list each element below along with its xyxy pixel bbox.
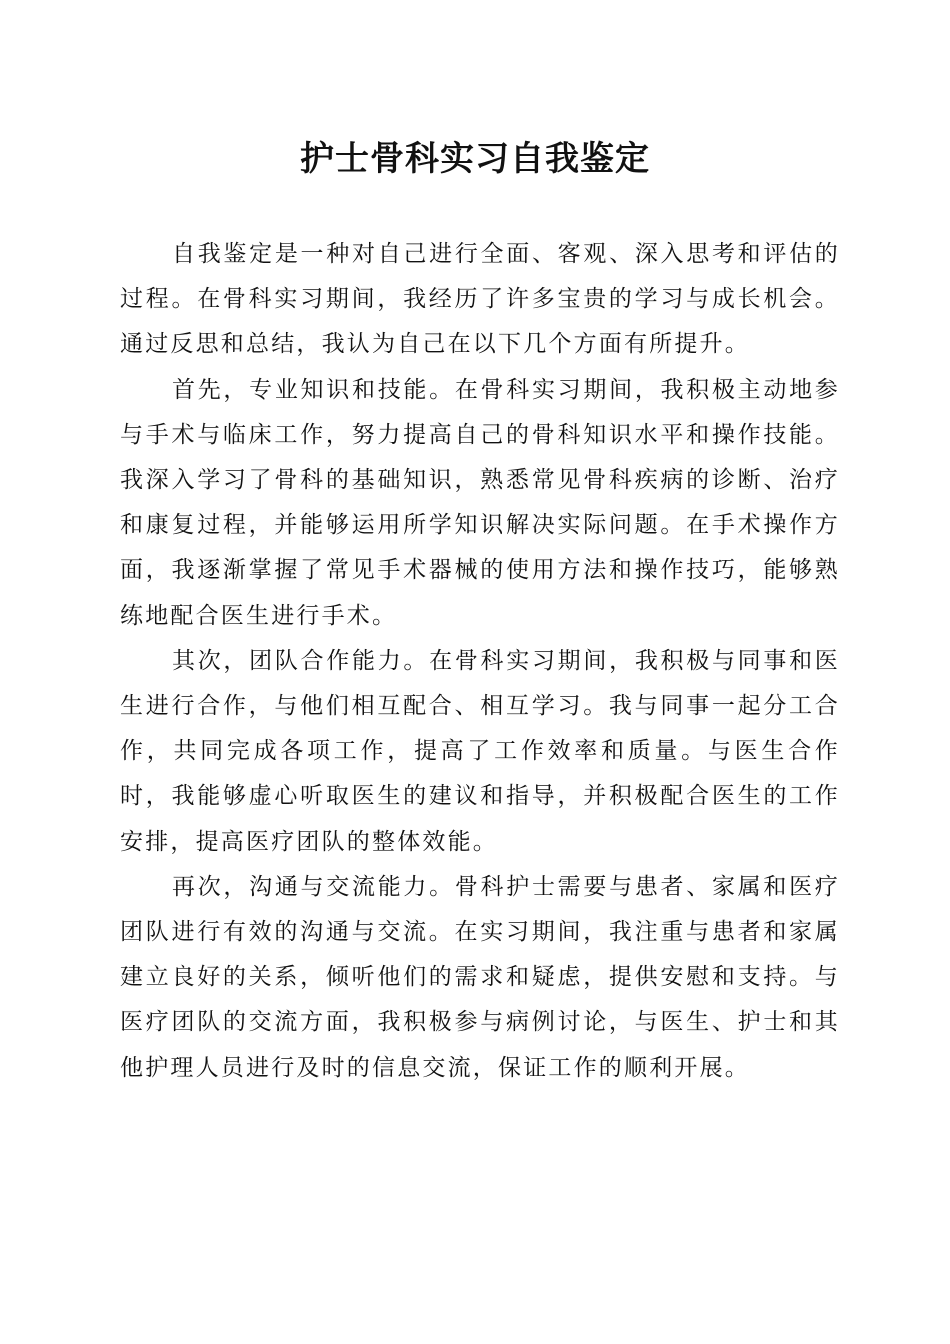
paragraph-intro: 自我鉴定是一种对自己进行全面、客观、深入思考和评估的过程。在骨科实习期间，我经历了许多宝贵的学习与成长机会。通过反思和总结，我认为自己在以下几个方面有所提升。 [120, 241, 840, 358]
paragraph-teamwork: 其次，团队合作能力。在骨科实习期间，我积极与同事和医生进行合作，与他们相互配合、相互学习。我与同事一起分工合作，共同完成各项工作，提高了工作效率和质量。与医生合作时，我能够虚心听取医生的建议和指导，并积极配合医生的工作安排，提高医疗团队的整体效能。 [120, 647, 840, 855]
paragraph-professional-skills: 首先，专业知识和技能。在骨科实习期间，我积极主动地参与手术与临床工作，努力提高自己的骨科知识水平和操作技能。我深入学习了骨科的基础知识，熟悉常见骨科疾病的诊断、治疗和康复过程，并能够运用所学知识解决实际问题。在手术操作方面，我逐渐掌握了常见手术器械的使用方法和操作技巧，能够熟练地配合医生进行手术。 [120, 376, 840, 629]
paragraph-communication: 再次，沟通与交流能力。骨科护士需要与患者、家属和医疗团队进行有效的沟通与交流。在实习期间，我注重与患者和家属建立良好的关系，倾听他们的需求和疑虑，提供安慰和支持。与医疗团队的交流方面，我积极参与病例讨论，与医生、护士和其他护理人员进行及时的信息交流，保证工作的顺利开展。 [120, 873, 840, 1081]
document-title: 护士骨科实习自我鉴定 [300, 139, 650, 179]
document-body [120, 232, 840, 1091]
